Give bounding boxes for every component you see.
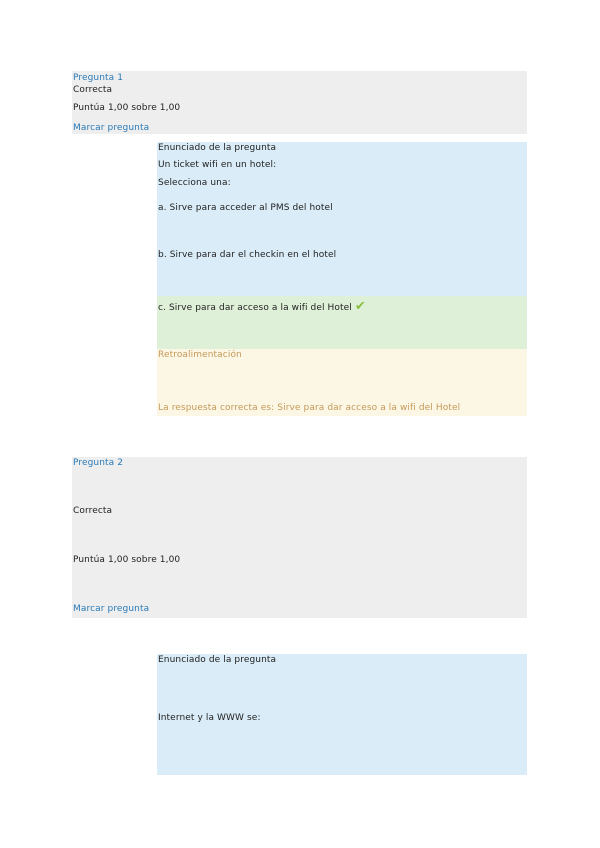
q1-instruction: Selecciona una: — [158, 178, 231, 188]
q2-info-panel — [72, 457, 527, 618]
q1-option-c-label: c. Sirve para dar acceso a la wifi del Hotel — [158, 303, 352, 313]
q2-title: Pregunta 2 — [73, 458, 124, 468]
q1-state: Correcta — [73, 85, 113, 95]
q1-option-b[interactable]: b. Sirve para dar el checkin en el hotel — [158, 250, 337, 260]
q1-score: Puntúa 1,00 sobre 1,00 — [73, 103, 181, 113]
q1-stem-heading: Enunciado de la pregunta — [158, 143, 277, 153]
q2-score: Puntúa 1,00 sobre 1,00 — [73, 555, 181, 565]
q1-feedback-heading: Retroalimentación — [158, 350, 242, 360]
q1-option-c[interactable] — [158, 301, 366, 314]
q2-stem-heading: Enunciado de la pregunta — [158, 655, 277, 665]
q1-flag-link[interactable]: Marcar pregunta — [73, 123, 150, 133]
q1-title: Pregunta 1 — [73, 73, 124, 83]
q1-feedback-text: La respuesta correcta es: Sirve para dar acceso a la wifi del Hotel — [158, 403, 461, 413]
q1-stem: Un ticket wifi en un hotel: — [158, 160, 277, 170]
q1-option-a[interactable]: a. Sirve para acceder al PMS del hotel — [158, 203, 333, 213]
checkmark-icon: ✔ — [354, 299, 366, 314]
q2-state: Correcta — [73, 506, 113, 516]
q2-stem: Internet y la WWW se: — [158, 713, 261, 723]
q2-flag-link[interactable]: Marcar pregunta — [73, 604, 150, 614]
